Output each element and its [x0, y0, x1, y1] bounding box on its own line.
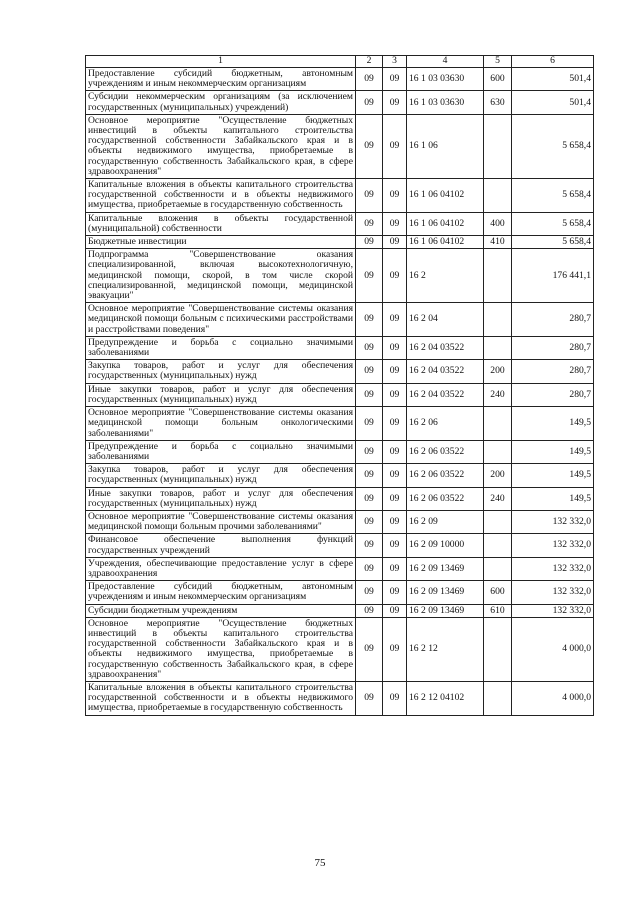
- row-name-cell: Учреждения, обеспечивающие предоставление услуг в сфере здравоохранения: [86, 557, 356, 580]
- row-col2-cell: 09: [356, 440, 383, 463]
- row-col3-cell: 09: [383, 557, 407, 580]
- row-col3-cell: 09: [383, 303, 407, 337]
- row-name-cell: Основное мероприятие "Совершенствование системы оказания медицинской помощи больным с психическими расстройствами и расстройствами поведения": [86, 303, 356, 337]
- row-name-cell: Финансовое обеспечение выполнения функций государственных учреждений: [86, 534, 356, 557]
- row-col5-cell: 610: [484, 604, 512, 617]
- row-col2-cell: 09: [356, 557, 383, 580]
- row-code-cell: 16 2 06: [407, 407, 484, 441]
- row-col2-cell: 09: [356, 249, 383, 303]
- row-col3-cell: 09: [383, 617, 407, 681]
- row-name-cell: Предоставление субсидий бюджетным, автономным учреждениям и иным некоммерческим организациям: [86, 581, 356, 604]
- row-col2-cell: 09: [356, 581, 383, 604]
- row-col2-cell: 09: [356, 510, 383, 533]
- column-header: 4: [407, 56, 484, 68]
- row-col2-cell: 09: [356, 360, 383, 383]
- row-col5-cell: [484, 407, 512, 441]
- table-header-row: [86, 56, 594, 68]
- row-col2-cell: 09: [356, 681, 383, 715]
- table-row: [86, 487, 594, 510]
- row-amount-cell: 501,4: [512, 68, 594, 91]
- table-body: [86, 68, 594, 716]
- row-code-cell: 16 2 04 03522: [407, 336, 484, 359]
- row-col5-cell: [484, 336, 512, 359]
- row-col5-cell: [484, 617, 512, 681]
- row-code-cell: 16 1 03 03630: [407, 91, 484, 114]
- row-col3-cell: 09: [383, 681, 407, 715]
- row-col2-cell: 09: [356, 407, 383, 441]
- row-code-cell: 16 2 06 03522: [407, 487, 484, 510]
- row-name-cell: Предупреждение и борьба с социально значимыми заболеваниями: [86, 440, 356, 463]
- row-code-cell: 16 2 04: [407, 303, 484, 337]
- table-row: [86, 114, 594, 178]
- table-row: [86, 440, 594, 463]
- row-col5-cell: [484, 510, 512, 533]
- row-col5-cell: 630: [484, 91, 512, 114]
- row-col3-cell: 09: [383, 464, 407, 487]
- row-col3-cell: 09: [383, 440, 407, 463]
- table-row: [86, 510, 594, 533]
- row-col5-cell: [484, 114, 512, 178]
- row-amount-cell: 4 000,0: [512, 681, 594, 715]
- row-col5-cell: 400: [484, 212, 512, 235]
- row-name-cell: Субсидии бюджетным учреждениям: [86, 604, 356, 617]
- row-col2-cell: 09: [356, 464, 383, 487]
- row-col3-cell: 09: [383, 581, 407, 604]
- row-col3-cell: 09: [383, 68, 407, 91]
- row-name-cell: Иные закупки товаров, работ и услуг для обеспечения государственных (муниципальных) нужд: [86, 383, 356, 406]
- row-col2-cell: 09: [356, 114, 383, 178]
- row-amount-cell: 149,5: [512, 407, 594, 441]
- table-row: [86, 179, 594, 213]
- row-code-cell: 16 2: [407, 249, 484, 303]
- row-amount-cell: 149,5: [512, 464, 594, 487]
- row-col5-cell: 410: [484, 236, 512, 249]
- row-col3-cell: 09: [383, 336, 407, 359]
- row-code-cell: 16 2 04 03522: [407, 360, 484, 383]
- budget-table: [85, 55, 594, 716]
- row-amount-cell: 501,4: [512, 91, 594, 114]
- row-col2-cell: 09: [356, 604, 383, 617]
- table-row: [86, 68, 594, 91]
- row-col3-cell: 09: [383, 179, 407, 213]
- row-code-cell: 16 2 06 03522: [407, 440, 484, 463]
- row-code-cell: 16 2 09 13469: [407, 604, 484, 617]
- row-amount-cell: 132 332,0: [512, 534, 594, 557]
- row-name-cell: Предоставление субсидий бюджетным, автономным учреждениям и иным некоммерческим организациям: [86, 68, 356, 91]
- table-row: [86, 236, 594, 249]
- row-code-cell: 16 1 06 04102: [407, 179, 484, 213]
- row-code-cell: 16 2 06 03522: [407, 464, 484, 487]
- row-name-cell: Закупка товаров, работ и услуг для обеспечения государственных (муниципальных) нужд: [86, 464, 356, 487]
- page-number: 75: [314, 857, 326, 869]
- row-amount-cell: 5 658,4: [512, 236, 594, 249]
- row-name-cell: Закупка товаров, работ и услуг для обеспечения государственных (муниципальных) нужд: [86, 360, 356, 383]
- row-code-cell: 16 1 03 03630: [407, 68, 484, 91]
- row-name-cell: Основное мероприятие "Совершенствование системы оказания медицинской помощи больным прочими заболеваниями": [86, 510, 356, 533]
- row-name-cell: Капитальные вложения в объекты государственной (муниципальной) собственности: [86, 212, 356, 235]
- row-amount-cell: 280,7: [512, 383, 594, 406]
- row-amount-cell: 5 658,4: [512, 179, 594, 213]
- row-col3-cell: 09: [383, 604, 407, 617]
- table-row: [86, 557, 594, 580]
- row-name-cell: Основное мероприятие "Осуществление бюджетных инвестиций в объекты капитального строительства государственной собственности Забайкальского края и в объекты недвижимого имущества, приобретаемые в государственную собственность Забайкальского края, в сфере здравоохранения": [86, 617, 356, 681]
- table-row: [86, 249, 594, 303]
- row-col2-cell: 09: [356, 617, 383, 681]
- row-col5-cell: [484, 557, 512, 580]
- table-row: [86, 407, 594, 441]
- row-col3-cell: 09: [383, 249, 407, 303]
- row-amount-cell: 149,5: [512, 440, 594, 463]
- row-col5-cell: 240: [484, 383, 512, 406]
- table-row: [86, 581, 594, 604]
- row-name-cell: Иные закупки товаров, работ и услуг для обеспечения государственных (муниципальных) нужд: [86, 487, 356, 510]
- row-name-cell: Предупреждение и борьба с социально значимыми заболеваниями: [86, 336, 356, 359]
- row-col5-cell: [484, 440, 512, 463]
- column-header: 2: [356, 56, 383, 68]
- row-col2-cell: 09: [356, 91, 383, 114]
- row-col3-cell: 09: [383, 212, 407, 235]
- row-col5-cell: 240: [484, 487, 512, 510]
- row-name-cell: Подпрограмма "Совершенствование оказания специализированной, включая высокотехнологичную, медицинской помощи, скорой, в том числе скорой специализированной, медицинской помощи, медицинской эвакуации": [86, 249, 356, 303]
- row-col3-cell: 09: [383, 114, 407, 178]
- table-row: [86, 604, 594, 617]
- row-amount-cell: 132 332,0: [512, 581, 594, 604]
- table-row: [86, 303, 594, 337]
- row-col2-cell: 09: [356, 236, 383, 249]
- row-col2-cell: 09: [356, 336, 383, 359]
- row-name-cell: Основное мероприятие "Совершенствование системы оказания медицинской помощи больным онкологическими заболеваниями": [86, 407, 356, 441]
- row-code-cell: 16 1 06: [407, 114, 484, 178]
- table-row: [86, 617, 594, 681]
- row-name-cell: Бюджетные инвестиции: [86, 236, 356, 249]
- row-amount-cell: 132 332,0: [512, 557, 594, 580]
- row-name-cell: Субсидии некоммерческим организациям (за исключением государственных (муниципальных) учреждений): [86, 91, 356, 114]
- row-code-cell: 16 1 06 04102: [407, 212, 484, 235]
- row-col3-cell: 09: [383, 236, 407, 249]
- table-row: [86, 534, 594, 557]
- row-col5-cell: 600: [484, 68, 512, 91]
- row-col3-cell: 09: [383, 407, 407, 441]
- row-amount-cell: 280,7: [512, 303, 594, 337]
- row-col5-cell: 600: [484, 581, 512, 604]
- column-header: 3: [383, 56, 407, 68]
- row-name-cell: Основное мероприятие "Осуществление бюджетных инвестиций в объекты капитального строительства государственной собственности Забайкальского края и в объекты недвижимого имущества, приобретаемые в государственную собственность Забайкальского края, в сфере здравоохранения": [86, 114, 356, 178]
- row-amount-cell: 176 441,1: [512, 249, 594, 303]
- row-col3-cell: 09: [383, 383, 407, 406]
- row-col2-cell: 09: [356, 212, 383, 235]
- row-name-cell: Капитальные вложения в объекты капитального строительства государственной собственности и в объекты недвижимого имущества, приобретаемые в государственную собственность: [86, 681, 356, 715]
- row-amount-cell: 5 658,4: [512, 212, 594, 235]
- row-code-cell: 16 2 12 04102: [407, 681, 484, 715]
- row-col3-cell: 09: [383, 91, 407, 114]
- row-amount-cell: 5 658,4: [512, 114, 594, 178]
- row-amount-cell: 132 332,0: [512, 604, 594, 617]
- table-row: [86, 360, 594, 383]
- row-amount-cell: 149,5: [512, 487, 594, 510]
- table-row: [86, 336, 594, 359]
- row-col5-cell: [484, 303, 512, 337]
- row-amount-cell: 280,7: [512, 336, 594, 359]
- row-col3-cell: 09: [383, 510, 407, 533]
- table-row: [86, 91, 594, 114]
- row-amount-cell: 280,7: [512, 360, 594, 383]
- row-col2-cell: 09: [356, 68, 383, 91]
- row-col5-cell: 200: [484, 464, 512, 487]
- row-col5-cell: [484, 681, 512, 715]
- column-header: 5: [484, 56, 512, 68]
- row-col3-cell: 09: [383, 534, 407, 557]
- row-amount-cell: 4 000,0: [512, 617, 594, 681]
- row-code-cell: 16 2 09 13469: [407, 581, 484, 604]
- row-col5-cell: [484, 534, 512, 557]
- row-col2-cell: 09: [356, 534, 383, 557]
- table-row: [86, 212, 594, 235]
- table-row: [86, 464, 594, 487]
- row-code-cell: 16 2 12: [407, 617, 484, 681]
- row-col2-cell: 09: [356, 487, 383, 510]
- row-code-cell: 16 2 09 13469: [407, 557, 484, 580]
- row-col2-cell: 09: [356, 383, 383, 406]
- row-col5-cell: 200: [484, 360, 512, 383]
- column-header: 6: [512, 56, 594, 68]
- row-code-cell: 16 2 09: [407, 510, 484, 533]
- row-code-cell: 16 2 04 03522: [407, 383, 484, 406]
- row-col5-cell: [484, 179, 512, 213]
- row-col3-cell: 09: [383, 360, 407, 383]
- column-header: 1: [86, 56, 356, 68]
- row-col2-cell: 09: [356, 179, 383, 213]
- row-col2-cell: 09: [356, 303, 383, 337]
- row-code-cell: 16 2 09 10000: [407, 534, 484, 557]
- row-name-cell: Капитальные вложения в объекты капитального строительства государственной собственности и в объекты недвижимого имущества, приобретаемые в государственную собственность: [86, 179, 356, 213]
- table-row: [86, 383, 594, 406]
- row-col5-cell: [484, 249, 512, 303]
- row-code-cell: 16 1 06 04102: [407, 236, 484, 249]
- table-row: [86, 681, 594, 715]
- row-amount-cell: 132 332,0: [512, 510, 594, 533]
- row-col3-cell: 09: [383, 487, 407, 510]
